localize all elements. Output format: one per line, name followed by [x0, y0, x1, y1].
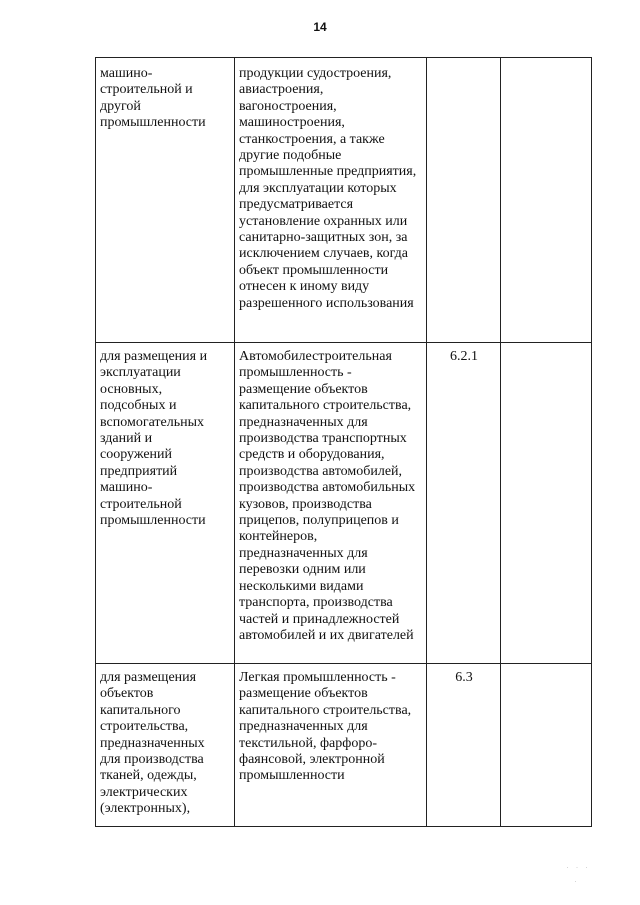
code-cell: 6.2.1: [427, 343, 501, 664]
description-cell: Легкая промышленность - размещение объектов капитального строительства, предназначенных для текстильной, фарфоро- фаянсовой, электронной промышленности: [235, 664, 427, 827]
land-use-table: [95, 57, 592, 827]
extra-cell: [501, 664, 592, 827]
scan-speck: · · ·: [566, 862, 590, 872]
code-cell: 6.3: [427, 664, 501, 827]
purpose-cell: для размещения и эксплуатации основных, подсобных и вспомогательных зданий и сооружений предприятий машино- строительной промышленности: [96, 343, 235, 664]
purpose-cell: машино- строительной и другой промышленности: [96, 58, 235, 343]
page-number: 14: [313, 20, 327, 34]
scan-speck: ·: [574, 876, 579, 886]
table-row: [96, 343, 592, 664]
description-cell: Автомобилестроительная промышленность - размещение объектов капитального строительства, предназначенных для производства транспортных средств и оборудования, производства автомобилей, производства автомобильных кузовов, производства прицепов, полуприцепов и контейнеров, предназначенных для перевозки одним или несколькими видами транспорта, производства частей и принадлежностей автомобилей и их двигателей: [235, 343, 427, 664]
code-cell: [427, 58, 501, 343]
description-cell: продукции судостроения, авиастроения, вагоностроения, машиностроения, станкостроения, а также другие подобные промышленные предприятия, для эксплуатации которых предусматривается установление охранных или санитарно-защитных зон, за исключением случаев, когда объект промышленности отнесен к иному виду разрешенного использования: [235, 58, 427, 343]
extra-cell: [501, 58, 592, 343]
purpose-cell: для размещения объектов капитального строительства, предназначенных для производства тканей, одежды, электрических (электронных),: [96, 664, 235, 827]
table-row: [96, 58, 592, 343]
table-row: [96, 664, 592, 827]
extra-cell: [501, 343, 592, 664]
